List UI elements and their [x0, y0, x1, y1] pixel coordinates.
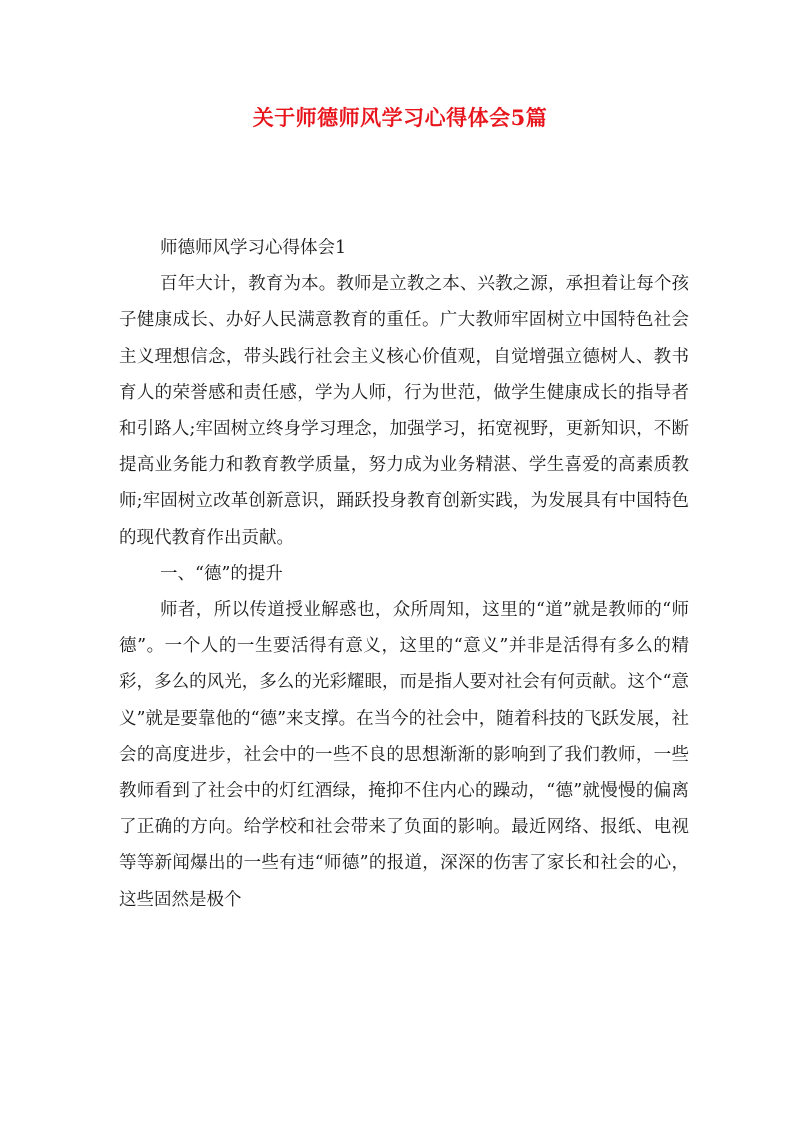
document-title: 关于师德师风学习心得体会5篇: [252, 105, 548, 130]
paragraph-intro: 百年大计，教育为本。教师是立教之本、兴教之源，承担着让每个孩子健康成长、办好人民满意教育的重任。广大教师牢固树立中国特色社会主义理想信念，带头践行社会主义核心价值观，自觉增强立德树人、教书育人的荣誉感和责任感，学为人师，行为世范，做学生健康成长的指导者和引路人;牢固树立终身学习理念，加强学习，拓宽视野，更新知识，不断提高业务能力和教育教学质量，努力成为业务精湛、学生喜爱的高素质教师;牢固树立改革创新意识，踊跃投身教育创新实践，为发展具有中国特色的现代教育作出贡献。: [119, 274, 689, 548]
subheading-virtue: 一、“德”的提升: [160, 563, 283, 584]
paragraph-virtue: 师者，所以传道授业解惑也，众所周知，这里的“道”就是教师的“师德”。一个人的一生要活得有意义，这里的“意义”并非是活得有多么的精彩，多么的风光，多么的光彩耀眼，而是指人要对社会有何贡献。这个“意义”就是要靠他的“德”来支撑。在当今的社会中，随着科技的飞跃发展，社会的高度进步，社会中的一些不良的思想渐渐的影响到了我们教师，一些教师看到了社会中的灯红酒绿，掩抑不住内心的躁动，“德”就慢慢的偏离了正确的方向。给学校和社会带来了负面的影响。最近网络、报纸、电视等等新闻爆出的一些有违“师德”的报道，深深的伤害了家长和社会的心，这些固然是极个: [119, 600, 689, 910]
document-body: [119, 230, 689, 918]
section-title: 师德师风学习心得体会1: [160, 238, 347, 258]
